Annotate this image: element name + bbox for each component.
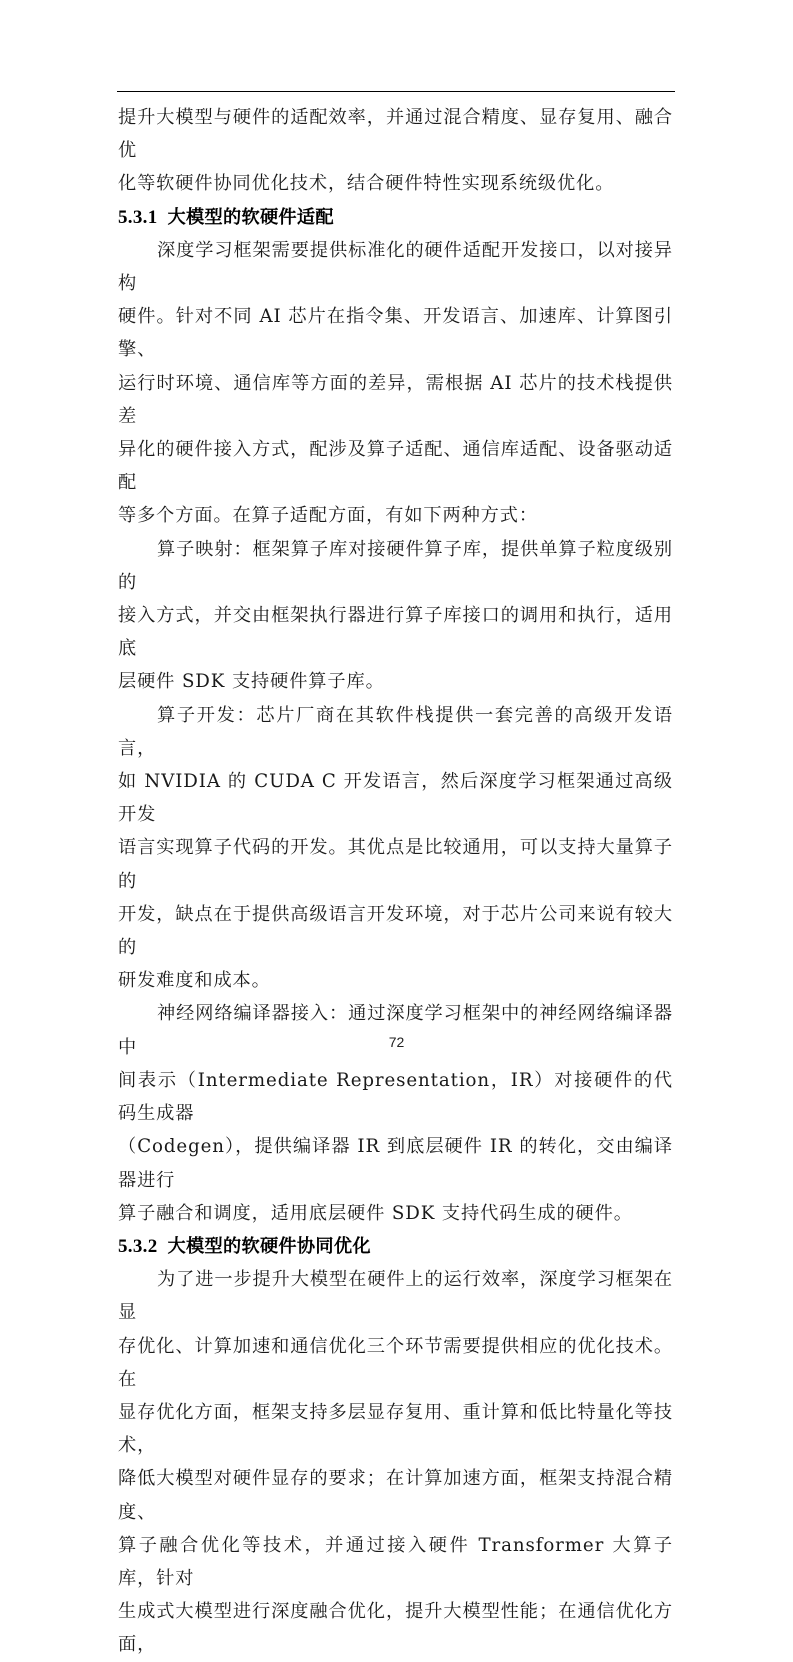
section-number: 5.3.1 bbox=[118, 206, 158, 228]
text-line: 硬件。针对不同 AI 芯片在指令集、开发语言、加速库、计算图引擎、 bbox=[118, 306, 673, 361]
text-line: 深度学习框架需要提供标准化的硬件适配开发接口，以对接异构 bbox=[118, 239, 673, 295]
text-line: （Codegen），提供编译器 IR 到底层硬件 IR 的转化，交由编译器进行 bbox=[118, 1136, 673, 1191]
page-body bbox=[118, 101, 673, 1662]
intro-paragraph bbox=[118, 101, 673, 201]
section-heading-5-3-2 bbox=[118, 1230, 673, 1263]
paragraph-operator-mapping bbox=[118, 533, 673, 699]
text-line: 等多个方面。在算子适配方面，有如下两种方式： bbox=[118, 505, 538, 527]
section-title: 大模型的软硬件适配 bbox=[167, 206, 334, 228]
text-line: 异化的硬件接入方式，配涉及算子适配、通信库适配、设备驱动适配 bbox=[118, 439, 673, 494]
text-line: 存优化、计算加速和通信优化三个环节需要提供相应的优化技术。在 bbox=[118, 1335, 673, 1390]
paragraph-operator-development bbox=[118, 699, 673, 998]
section-number: 5.3.2 bbox=[118, 1235, 158, 1257]
text-line: 为了进一步提升大模型在硬件上的运行效率，深度学习框架在显 bbox=[118, 1269, 673, 1324]
text-line: 运行时环境、通信库等方面的差异，需根据 AI 芯片的技术栈提供差 bbox=[118, 372, 673, 427]
section-heading-5-3-1 bbox=[118, 201, 673, 234]
paragraph-nn-compiler bbox=[118, 997, 673, 1229]
text-line: 语言实现算子代码的开发。其优点是比较通用，可以支持大量算子的 bbox=[118, 837, 673, 892]
paragraph-co-optimization bbox=[118, 1263, 673, 1661]
text-line: 开发，缺点在于提供高级语言开发环境，对于芯片公司来说有较大的 bbox=[118, 903, 673, 959]
text-line: 算子融合优化等技术，并通过接入硬件 Transformer 大算子库，针对 bbox=[118, 1534, 673, 1589]
text-line: 显存优化方面，框架支持多层显存复用、重计算和低比特量化等技术， bbox=[118, 1401, 673, 1457]
text-line: 降低大模型对硬件显存的要求；在计算加速方面，框架支持混合精度、 bbox=[118, 1468, 673, 1523]
section-title: 大模型的软硬件协同优化 bbox=[167, 1235, 371, 1257]
page-number: 72 bbox=[388, 1034, 405, 1050]
header-rule bbox=[117, 91, 675, 92]
paragraph-hardware-adapter bbox=[118, 234, 673, 533]
text-line: 间表示（Intermediate Representation，IR）对接硬件的代码生成器 bbox=[118, 1069, 673, 1125]
text-line: 生成式大模型进行深度融合优化，提升大模型性能；在通信优化方面， bbox=[118, 1601, 673, 1656]
text-line: 化等软硬件协同优化技术，结合硬件特性实现系统级优化。 bbox=[118, 173, 615, 195]
text-line: 神经网络编译器接入：通过深度学习框架中的神经网络编译器中 bbox=[118, 1003, 673, 1058]
text-line: 算子融合和调度，适用底层硬件 SDK 支持代码生成的硬件。 bbox=[118, 1202, 633, 1224]
text-line: 如 NVIDIA 的 CUDA C 开发语言，然后深度学习框架通过高级开发 bbox=[118, 771, 673, 826]
text-line: 层硬件 SDK 支持硬件算子库。 bbox=[118, 671, 385, 693]
text-line: 提升大模型与硬件的适配效率，并通过混合精度、显存复用、融合优 bbox=[118, 107, 673, 162]
text-line: 研发难度和成本。 bbox=[118, 970, 271, 992]
text-line: 算子映射：框架算子库对接硬件算子库，提供单算子粒度级别的 bbox=[118, 538, 673, 593]
text-line: 接入方式，并交由框架执行器进行算子库接口的调用和执行，适用底 bbox=[118, 605, 673, 660]
text-line: 算子开发：芯片厂商在其软件栈提供一套完善的高级开发语言， bbox=[118, 704, 673, 759]
